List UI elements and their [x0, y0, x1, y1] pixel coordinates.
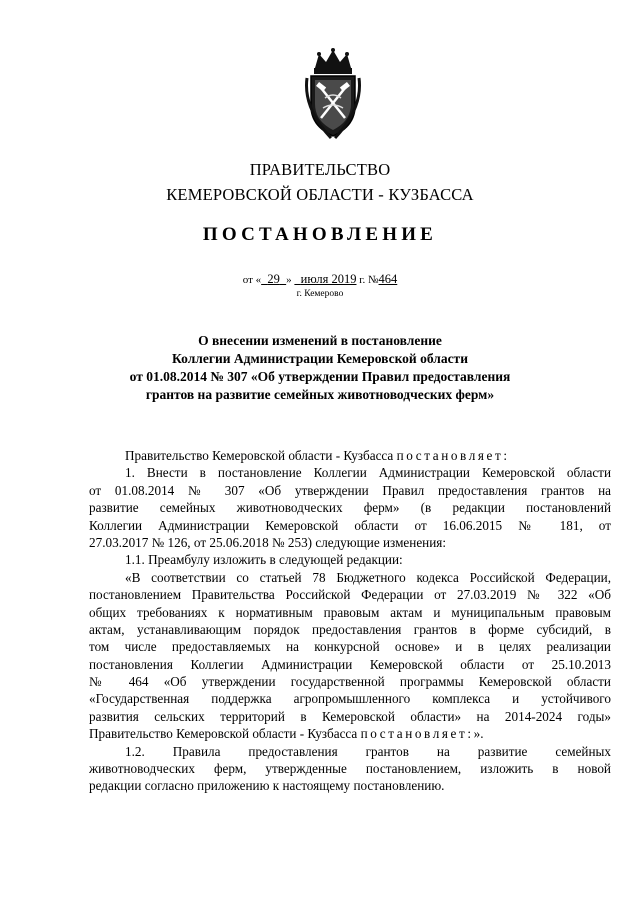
body-line: от 01.08.2014 № 307 «Об утверждении Правил предоставления грантов на [89, 482, 611, 498]
date-prefix: от « [242, 274, 262, 286]
decree-date-line [0, 272, 640, 287]
body-line: общих требованиях к нормативным правовым актам и муниципальным правовым [89, 604, 611, 620]
body-line: постановлением Правительства Российской Федерации от 27.03.2019 № 322 «Об [89, 587, 611, 603]
body-line: том числе предоставляемых на конкурсной основе» и в целях реализации [89, 639, 611, 655]
government-name-line2: КЕМЕРОВСКОЙ ОБЛАСТИ - КУЗБАССА [166, 185, 474, 204]
date-mid: » [286, 274, 292, 286]
title-line: грантов на развитие семейных животноводческих ферм» [145, 387, 495, 402]
body-line: развития сельских территорий в Кемеровской области» на 2014-2024 годы» [89, 708, 611, 724]
body-line: Коллегии Администрации Кемеровской области от 16.06.2015 № 181, от [89, 517, 611, 533]
document-type-heading: ПОСТАНОВЛЕНИЕ [202, 224, 438, 245]
body-line: животноводческих ферм, утвержденные постановлением, изложить в новой [89, 761, 611, 777]
body-line: актам, устанавливающим порядок предоставления грантов в форме субсидий, в [89, 621, 611, 637]
title-line: от 01.08.2014 № 307 «Об утверждении Правил предоставления [129, 369, 511, 384]
date-month-year: июля 2019 [300, 272, 357, 286]
document-body [89, 447, 611, 795]
government-name-line1: ПРАВИТЕЛЬСТВО [249, 160, 391, 179]
body-line: 1.1. Преамбулу изложить в следующей редакции: [125, 552, 403, 568]
coat-of-arms-icon [301, 48, 365, 140]
body-line: 1.2. Правила предоставления грантов на развитие семейных [125, 743, 611, 759]
body-line: развитие семейных животноводческих ферм» (в редакции постановлений [89, 500, 611, 516]
number-label: № [368, 274, 379, 286]
decree-number: 464 [378, 272, 398, 286]
title-line: О внесении изменений в постановление [198, 333, 442, 348]
body-line: 27.03.2017 № 126, от 25.06.2018 № 253) следующие изменения: [89, 534, 447, 550]
date-day: 29 [267, 272, 280, 286]
body-line: № 464 «Об утверждении государственной программы Кемеровской области [89, 674, 611, 690]
body-line: «В соответствии со статьей 78 Бюджетного кодекса Российской Федерации, [125, 569, 611, 585]
body-line: «Государственная поддержка агропромышленного комплекса и устойчивого [89, 691, 611, 707]
body-line: постановления Коллегии Администрации Кемеровской области от 25.10.2013 [89, 656, 611, 672]
body-line: редакции согласно приложению к настоящему постановлению. [89, 778, 445, 794]
title-line: Коллегии Администрации Кемеровской области [172, 351, 468, 366]
body-line: Правительство Кемеровской области - Кузбасса постановляет:». [89, 726, 484, 742]
city-name: г. Кемерово [296, 289, 344, 299]
date-suffix: г. [359, 274, 366, 286]
body-line: Правительство Кемеровской области - Кузбасса постановляет: [125, 448, 510, 463]
body-line: 1. Внести в постановление Коллегии Администрации Кемеровской области [125, 465, 611, 481]
